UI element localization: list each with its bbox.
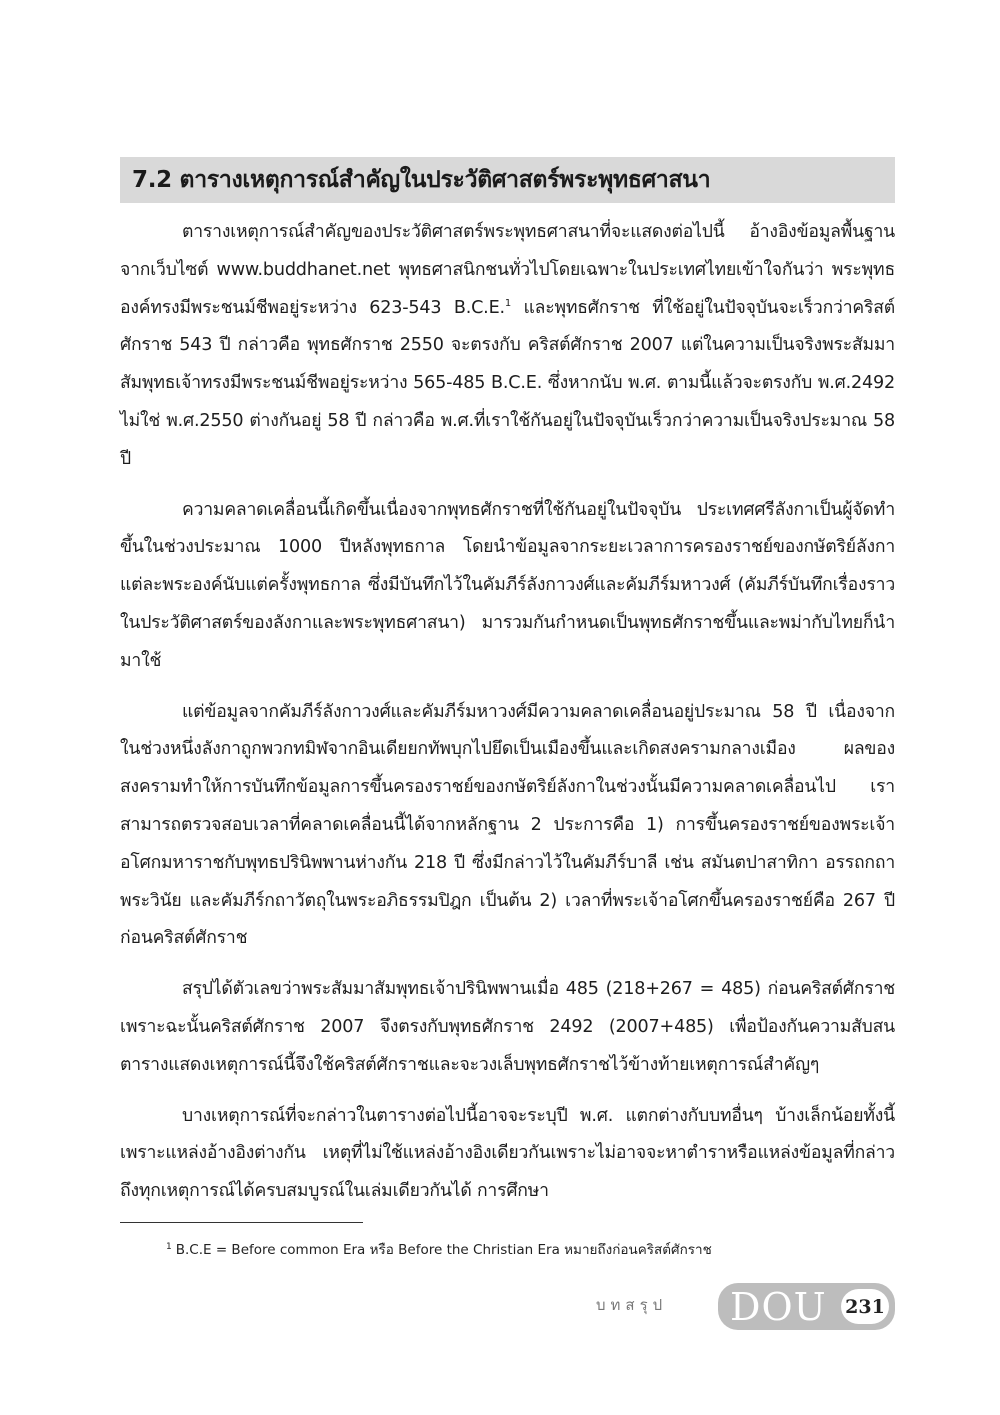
paragraph-1-continuation: และพุทธศักราช ที่ใช้อยู่ในปัจจุบันจะเร็วกว่าคริสต์ศักราช 543 ปี กล่าวคือ พุทธศักราช 2550 จะตรงกับ คริสต์ศักราช 2007 แต่ในความเป็นจริงพระสัมมาสัมพุทธเจ้าทรงมีพระชนม์ชีพอยู่ระหว่าง 565-485 B.C.E. ซึ่งหากนับ พ.ศ. ตามนี้แล้วจะตรงกับ พ.ศ.2492 ไม่ใช่ พ.ศ.2550 ต่างกันอยู่ 58 ปี กล่าวคือ พ.ศ.ที่เราใช้กันอยู่ในปัจจุบันเร็วกว่าความเป็นจริงประมาณ 58 ปี bbox=[120, 297, 895, 469]
footnote-divider bbox=[120, 1222, 363, 1223]
section-title: 7.2 ตารางเหตุการณ์สำคัญในประวัติศาสตร์พระพุทธศาสนา bbox=[132, 167, 711, 193]
footnote-marker: 1 bbox=[166, 1241, 172, 1252]
footnote-reference: 1 bbox=[504, 297, 512, 309]
section-heading bbox=[120, 157, 895, 203]
dou-logo-badge bbox=[718, 1283, 895, 1330]
paragraph-3: แต่ข้อมูลจากคัมภีร์ลังกาวงศ์และคัมภีร์มหาวงศ์มีความคลาดเคลื่อนอยู่ประมาณ 58 ปี เนื่องจากในช่วงหนึ่งลังกาถูกพวกทมิฬจากอินเดียยกทัพบุกไปยึดเป็นเมืองขึ้นและเกิดสงครามกลางเมือง ผลของสงครามทำให้การบันทึกข้อมูลการขึ้นครองราชย์ของกษัตริย์ลังกาในช่วงนั้นมีความคลาดเคลื่อนไป เราสามารถตรวจสอบเวลาที่คลาดเคลื่อนนี้ได้จากหลักฐาน 2 ประการคือ 1) การขึ้นครองราชย์ของพระเจ้าอโศกมหาราชกับพุทธปรินิพพานห่างกัน 218 ปี ซึ่งมีกล่าวไว้ในคัมภีร์บาลี เช่น สมันตปาสาทิกา อรรถกถาพระวินัย และคัมภีร์กถาวัตถุในพระอภิธรรมปิฎก เป็นต้น 2) เวลาที่พระเจ้าอโศกขึ้นครองราชย์คือ 267 ปีก่อนคริสต์ศักราช bbox=[120, 701, 895, 949]
paragraph-1-text: ตารางเหตุการณ์สำคัญของประวัติศาสตร์พระพุทธศาสนาที่จะแสดงต่อไปนี้ อ้างอิงข้อมูลพื้นฐานจากเว็บไซต์ www.buddhanet.net พุทธศาสนิกชนทั่วไปโดยเฉพาะในประเทศไทยเข้าใจกันว่า พระพุทธองค์ทรงมีพระชนม์ชีพอยู่ระหว่าง 623-543 B.C.E. bbox=[120, 222, 895, 318]
page-number-pill bbox=[841, 1289, 889, 1324]
chapter-label: บทสรุป bbox=[596, 1296, 668, 1314]
paragraph-1 bbox=[120, 214, 895, 479]
footnote bbox=[166, 1238, 866, 1260]
paragraph-2: ความคลาดเคลื่อนนี้เกิดขึ้นเนื่องจากพุทธศักราชที่ใช้กันอยู่ในปัจจุบัน ประเทศศรีลังกาเป็นผู้จัดทำขึ้นในช่วงประมาณ 1000 ปีหลังพุทธกาล โดยนำข้อมูลจากระยะเวลาการครองราชย์ของกษัตริย์ลังกาแต่ละพระองค์นับแต่ครั้งพุทธกาล ซึ่งมีบันทึกไว้ในคัมภีร์ลังกาวงศ์และคัมภีร์มหาวงศ์ (คัมภีร์บันทึกเรื่องราวในประวัติศาสตร์ของลังกาและพระพุทธศาสนา) มารวมกันกำหนดเป็นพุทธศักราชขึ้นและพม่ากับไทยก็นำมาใช้ bbox=[120, 499, 895, 671]
paragraph-4: สรุปได้ตัวเลขว่าพระสัมมาสัมพุทธเจ้าปรินิพพานเมื่อ 485 (218+267 = 485) ก่อนคริสต์ศักราช เพราะฉะนั้นคริสต์ศักราช 2007 จึงตรงกับพุทธศักราช 2492 (2007+485) เพื่อป้องกันความสับสน ตารางแสดงเหตุการณ์นี้จึงใช้คริสต์ศักราชและจะวงเล็บพุทธศักราชไว้ข้างท้ายเหตุการณ์สำคัญๆ bbox=[120, 979, 895, 1075]
body-text bbox=[120, 214, 895, 1224]
dou-logo-text: DOU bbox=[730, 1284, 827, 1329]
page-number: 231 bbox=[845, 1295, 885, 1318]
footnote-text: B.C.E = Before common Era หรือ Before the Christian Era หมายถึงก่อนคริสต์ศักราช bbox=[175, 1242, 712, 1258]
paragraph-5: บางเหตุการณ์ที่จะกล่าวในตารางต่อไปนี้อาจจะระบุปี พ.ศ. แตกต่างกับบทอื่นๆ บ้างเล็กน้อยทั้งนี้เพราะแหล่งอ้างอิงต่างกัน เหตุที่ไม่ใช้แหล่งอ้างอิงเดียวกันเพราะไม่อาจจะหาตำราหรือแหล่งข้อมูลที่กล่าวถึงทุกเหตุการณ์ได้ครบสมบูรณ์ในเล่มเดียวกันได้ การศึกษา bbox=[120, 1105, 895, 1202]
